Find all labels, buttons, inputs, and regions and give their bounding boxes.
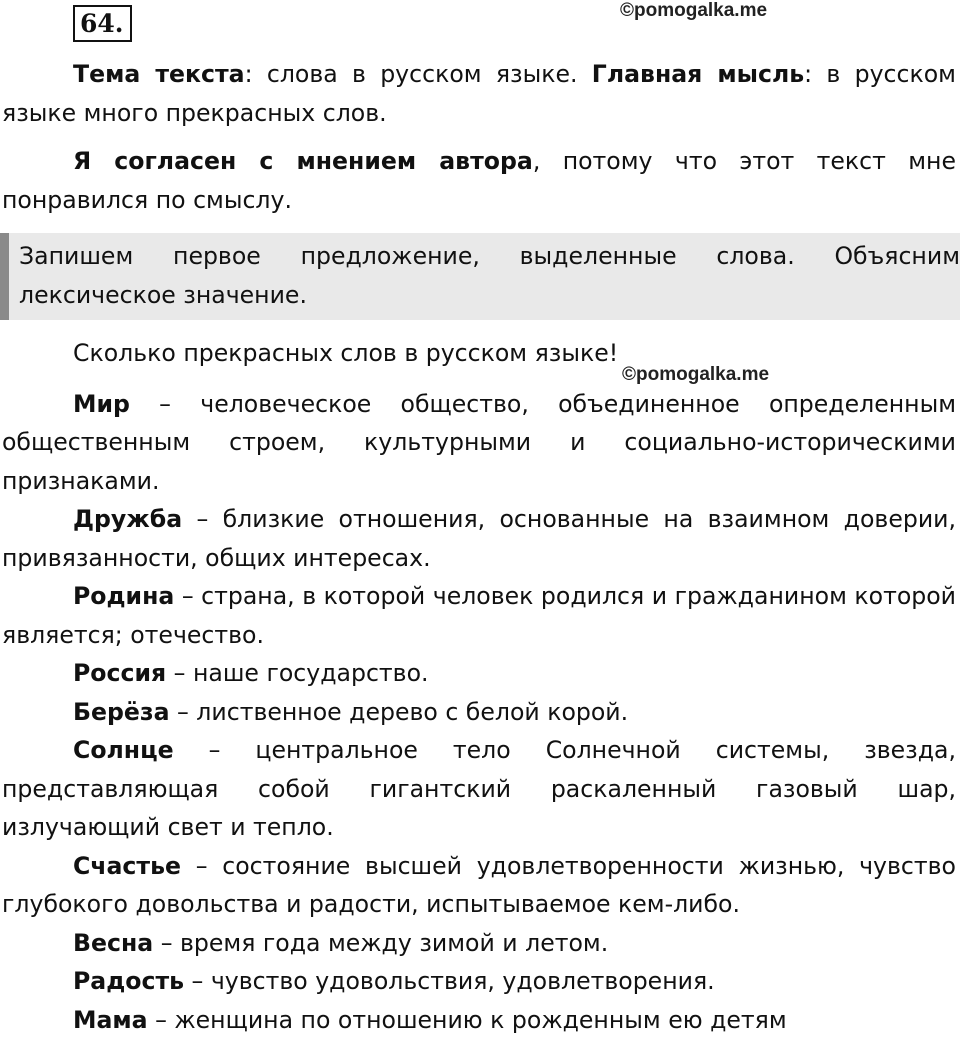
- theme-text: : слова в русском языке.: [245, 60, 592, 88]
- definition-word: Родина: [73, 582, 174, 610]
- task-number: 64.: [73, 5, 132, 42]
- opinion-text: , потому что этот текст мне понравился по смыслу.: [2, 147, 956, 214]
- definition-text: – лиственное дерево с белой корой.: [170, 698, 629, 726]
- definition-word: Дружба: [73, 505, 182, 533]
- definition-rodina: [2, 577, 956, 654]
- watermark-middle: ©pomogalka.me: [622, 364, 769, 386]
- definition-word: Мама: [73, 1006, 148, 1034]
- definition-druzhba: [2, 500, 956, 577]
- definition-text: – состояние высшей удовлетворенности жизнью, чувство глубокого довольства и радости, испытываемое кем-либо.: [2, 852, 956, 919]
- watermark-top: ©pomogalka.me: [620, 0, 767, 22]
- definition-word: Солнце: [73, 736, 174, 764]
- first-sentence: Сколько прекрасных слов в русском языке!: [2, 334, 956, 373]
- definition-word: Весна: [73, 929, 153, 957]
- definition-text: – женщина по отношению к рожденным ею детям: [148, 1006, 787, 1034]
- document-body: [2, 55, 956, 1039]
- definition-text: – наше государство.: [166, 659, 428, 687]
- definition-solntse: [2, 731, 956, 847]
- instruction-text: Запишем первое предложение, выделенные слова. Объясним лексическое значение.: [19, 237, 960, 314]
- definition-schastye: [2, 847, 956, 924]
- main-idea-text: : в русском языке много прекрасных слов.: [2, 60, 956, 127]
- definition-word: Счастье: [73, 852, 181, 880]
- opinion-label: Я согласен с мнением автора: [73, 147, 533, 175]
- definition-word: Берёза: [73, 698, 170, 726]
- definition-text: – страна, в которой человек родился и гражданином которой является; отечество.: [2, 582, 956, 649]
- definition-bereza: [2, 693, 956, 732]
- definition-radost: [2, 962, 956, 1001]
- main-idea-label: Главная мысль: [592, 60, 804, 88]
- definition-text: – центральное тело Солнечной системы, звезда, представляющая собой гигантский раскаленный газовый шар, излучающий свет и тепло.: [2, 736, 956, 841]
- opinion-paragraph: [2, 142, 956, 219]
- definition-text: – близкие отношения, основанные на взаимном доверии, привязанности, общих интересах.: [2, 505, 956, 572]
- definition-mir: [2, 385, 956, 501]
- definition-text: – время года между зимой и летом.: [153, 929, 608, 957]
- definition-rossiya: [2, 654, 956, 693]
- definition-text: – человеческое общество, объединенное определенным общественным строем, культурными и социально-историческими признаками.: [2, 390, 956, 495]
- definition-vesna: [2, 924, 956, 963]
- definition-text: – чувство удовольствия, удовлетворения.: [184, 967, 715, 995]
- theme-paragraph: [2, 55, 956, 132]
- definition-word: Мир: [73, 390, 130, 418]
- definition-word: Радость: [73, 967, 184, 995]
- definition-mama: [2, 1001, 956, 1039]
- theme-label: Тема текста: [73, 60, 245, 88]
- instruction-note: [0, 233, 960, 320]
- definition-word: Россия: [73, 659, 166, 687]
